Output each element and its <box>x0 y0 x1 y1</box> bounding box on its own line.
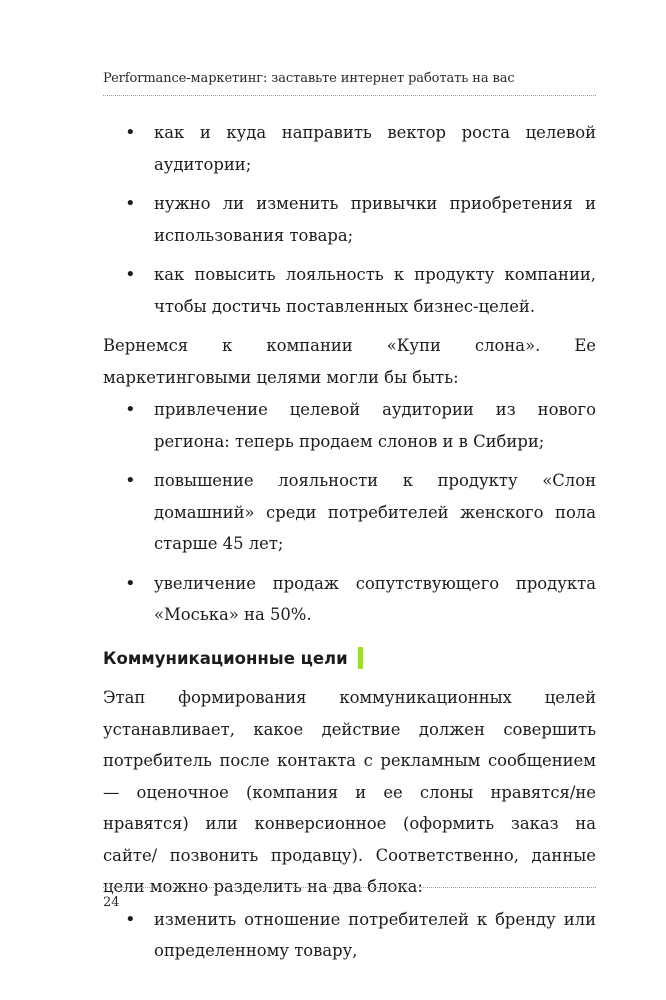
paragraph-communication-goals: Этап формирования коммуникационных целей устанавливает, какое действие должен совершить потребитель после контакта с рекламным сообщением — оценочное (компания и ее слоны нравятся/не нравятся) или конверсионное (оформить заказ на сайте/ позвонить продавцу). Соответственно, данные цели можно разделить на два блока: <box>103 688 596 896</box>
section-heading <box>103 643 596 675</box>
heading-accent-bar <box>358 647 363 669</box>
footer-divider <box>103 887 596 888</box>
running-header: Performance-маркетинг: заставьте интернет работать на вас <box>103 71 515 86</box>
list-item: • как повысить лояльность к продукту компании, чтобы достичь поставленных бизнес-целей. <box>103 259 596 322</box>
page-body <box>103 117 596 975</box>
paragraph-intro: Вернемся к компании «Купи слона». Ее маркетинговыми целями могли бы быть: <box>103 336 596 387</box>
list-item: • привлечение целевой аудитории из нового региона: теперь продаем слонов и в Сибири; <box>103 394 596 457</box>
list-item: • нужно ли изменить привычки приобретения и использования товара; <box>103 188 596 251</box>
header-divider <box>103 95 596 96</box>
page-number: 24 <box>103 895 120 910</box>
list-item: • увеличение продаж сопутствующего продукта «Моська» на 50%. <box>103 568 596 631</box>
bullet-list-blocks <box>103 904 596 967</box>
list-item: • повышение лояльности к продукту «Слон домашний» среди потребителей женского пола старше 45 лет; <box>103 465 596 560</box>
list-item: • как и куда направить вектор роста целевой аудитории; <box>103 117 596 180</box>
bullet-list-goals-questions <box>103 117 596 322</box>
section-heading-text: Коммуникационные цели <box>103 648 348 668</box>
bullet-list-marketing-goals <box>103 394 596 631</box>
list-item: • изменить отношение потребителей к бренду или определенному товару, <box>103 904 596 967</box>
